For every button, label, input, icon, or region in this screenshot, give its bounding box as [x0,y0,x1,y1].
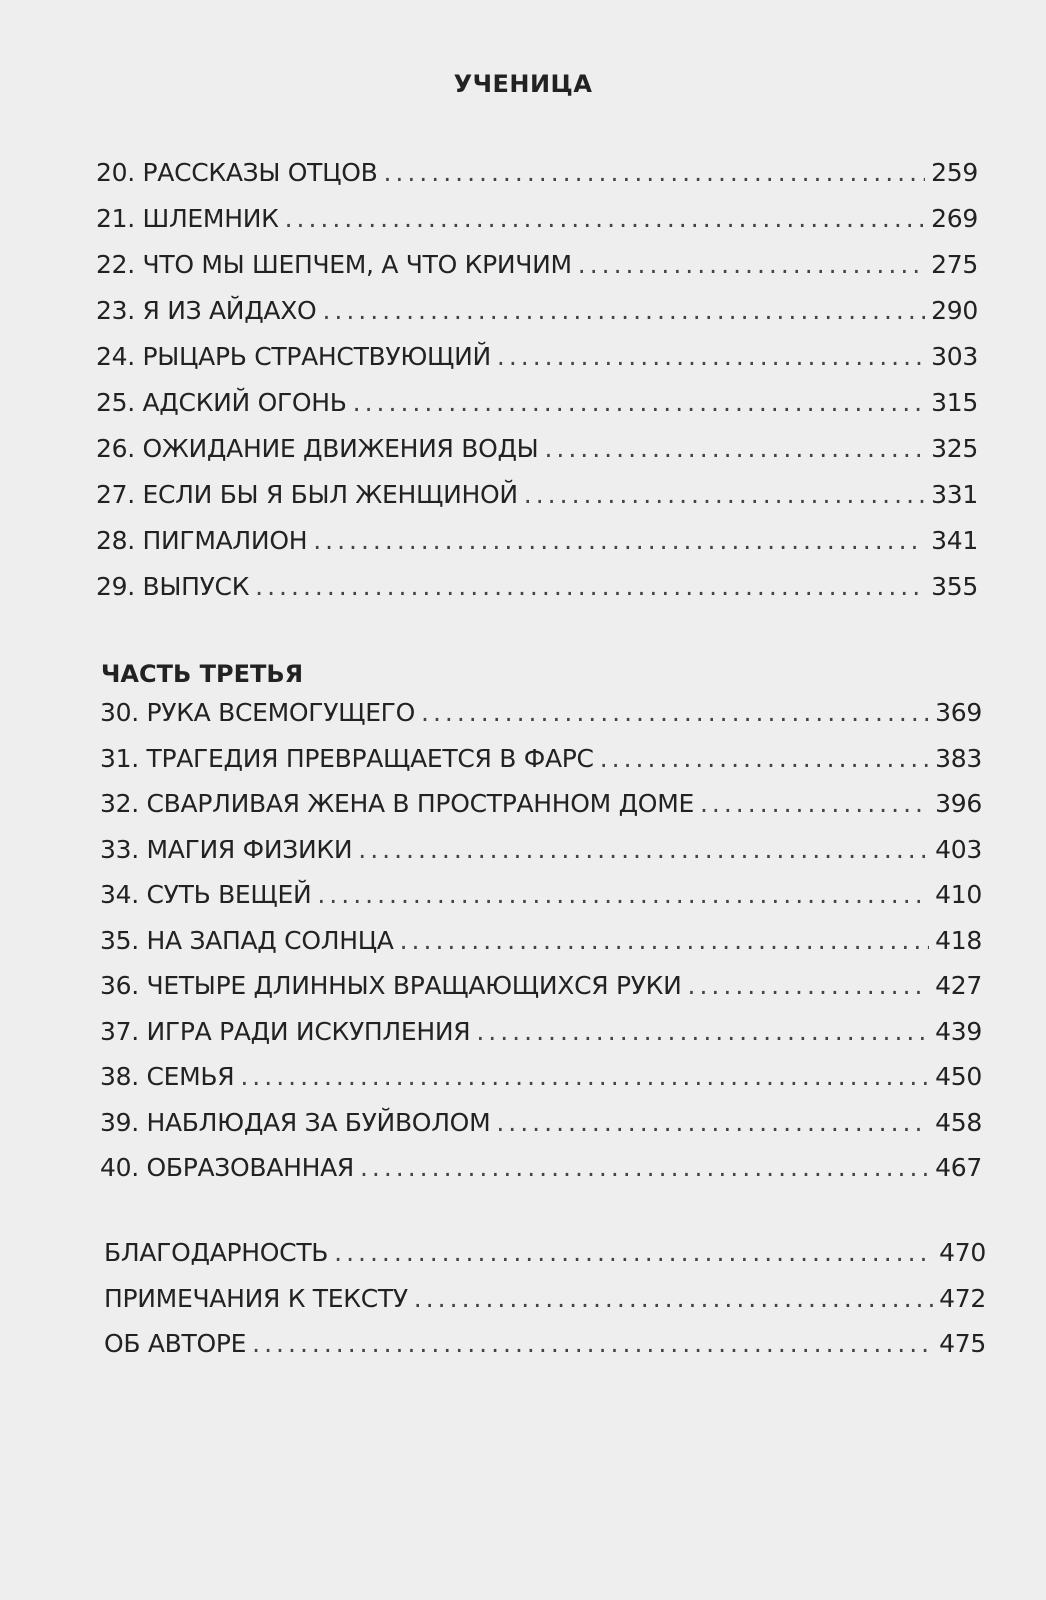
toc-entry-page-number: 450 [935,1062,982,1091]
toc-entry-title: ПРИМЕЧАНИЯ К ТЕКСТУ [104,1283,408,1313]
toc-entry-page-number: 403 [935,834,982,864]
dot-leader [334,1238,933,1267]
toc-entry [100,835,982,881]
dot-leader [285,204,926,233]
toc-entry [96,204,978,250]
dot-leader [360,1153,929,1182]
dot-leader [317,880,929,909]
dot-leader [497,342,925,371]
toc-list-backmatter [104,1238,986,1375]
toc-entry-title: 30. РУКА ВСЕМОГУЩЕГО [100,698,416,727]
toc-entry-page-number: 325 [931,434,978,463]
dot-leader [313,526,925,555]
toc-entry-title: 34. СУТЬ ВЕЩЕЙ [100,880,312,909]
toc-entry-title: 26. ОЖИДАНИЕ ДВИЖЕНИЯ ВОДЫ [96,434,539,463]
toc-entry-page-number: 369 [935,698,982,727]
toc-entry [96,434,978,480]
toc-entry-page-number: 303 [931,342,978,371]
dot-leader [414,1284,933,1313]
toc-entry-page-number: 341 [931,526,978,555]
toc-entry-page-number: 470 [939,1238,986,1267]
toc-entry-page-number: 410 [935,880,982,909]
toc-entry-page-number: 475 [939,1329,986,1358]
dot-leader [476,1017,929,1046]
toc-entry-page-number: 396 [935,789,982,818]
toc-entry-page-number: 458 [935,1107,982,1137]
dot-leader [353,388,926,417]
dot-leader [383,158,925,187]
toc-entry-title: БЛАГОДАРНОСТЬ [104,1238,329,1267]
toc-entry [100,789,982,835]
toc-entry [100,926,982,972]
dot-leader [400,926,930,955]
toc-list-part2 [96,158,978,618]
dot-leader [322,296,925,325]
toc-entry [96,572,978,618]
toc-entry-title: 37. ИГРА РАДИ ИСКУПЛЕНИЯ [100,1016,471,1046]
dot-leader [255,572,925,601]
dot-leader [496,1108,929,1137]
toc-entry-page-number: 315 [931,388,978,417]
toc-entry-title: 32. СВАРЛИВАЯ ЖЕНА В ПРОСТРАННОМ ДОМЕ [100,789,694,818]
toc-entry-page-number: 472 [939,1283,986,1313]
toc-entry-title: 20. РАССКАЗЫ ОТЦОВ [96,158,378,187]
toc-entry-title: 29. ВЫПУСК [96,572,250,601]
toc-entry-title: 39. НАБЛЮДАЯ ЗА БУЙВОЛОМ [100,1107,491,1137]
toc-entry-page-number: 383 [935,743,982,773]
dot-leader [688,971,930,1000]
toc-entry-page-number: 269 [931,204,978,233]
toc-entry-title: 22. ЧТО МЫ ШЕПЧЕМ, А ЧТО КРИЧИМ [96,250,572,279]
toc-entry-page-number: 259 [931,158,978,187]
dot-leader [524,480,925,509]
toc-entry [104,1329,986,1375]
toc-entry-title: 24. РЫЦАРЬ СТРАНСТВУЮЩИЙ [96,342,491,371]
dot-leader [700,789,929,818]
toc-entry-page-number: 355 [931,572,978,601]
dot-leader [578,250,925,279]
toc-entry [96,388,978,434]
toc-list-part3 [100,698,982,1199]
page-header: УЧЕНИЦА [453,70,593,98]
section-heading-part3: ЧАСТЬ ТРЕТЬЯ [101,660,304,688]
dot-leader [421,698,929,727]
toc-entry [100,698,982,744]
toc-entry [100,1017,982,1063]
toc-entry [96,526,978,572]
toc-entry [100,880,982,926]
toc-entry [104,1284,986,1330]
toc-entry-page-number: 418 [935,925,982,955]
toc-entry-title: 27. ЕСЛИ БЫ Я БЫЛ ЖЕНЩИНОЙ [96,480,518,509]
toc-entry-page-number: 290 [931,296,978,325]
toc-entry-title: 33. МАГИЯ ФИЗИКИ [100,834,353,864]
toc-entry [100,1062,982,1108]
toc-entry-title: ОБ АВТОРЕ [104,1329,247,1358]
dot-leader [252,1329,933,1358]
toc-entry [100,971,982,1017]
toc-entry-title: 36. ЧЕТЫРЕ ДЛИННЫХ ВРАЩАЮЩИХСЯ РУКИ [100,971,682,1000]
toc-entry-title: 40. ОБРАЗОВАННАЯ [100,1153,354,1182]
toc-entry [96,480,978,526]
toc-entry-page-number: 439 [935,1016,982,1046]
toc-entry [96,296,978,342]
toc-entry [100,1108,982,1154]
toc-entry [96,158,978,204]
dot-leader [600,744,929,773]
toc-entry [104,1238,986,1284]
toc-entry-title: 25. АДСКИЙ ОГОНЬ [96,388,347,417]
toc-entry-title: 28. ПИГМАЛИОН [96,526,308,555]
toc-entry [96,342,978,388]
toc-entry-page-number: 467 [935,1153,982,1182]
toc-entry-page-number: 427 [935,971,982,1000]
toc-entry-title: 21. ШЛЕМНИК [96,204,279,233]
toc-entry-title: 35. НА ЗАПАД СОЛНЦА [100,925,394,955]
toc-entry [100,1153,982,1199]
toc-entry-page-number: 275 [931,250,978,279]
toc-entry [96,250,978,296]
toc-entry [100,744,982,790]
dot-leader [358,835,929,864]
toc-entry-title: 23. Я ИЗ АЙДАХО [96,296,317,325]
toc-entry-title: 38. СЕМЬЯ [100,1062,235,1091]
dot-leader [240,1062,929,1091]
toc-entry-page-number: 331 [931,480,978,509]
toc-entry-title: 31. ТРАГЕДИЯ ПРЕВРАЩАЕТСЯ В ФАРС [100,743,594,773]
dot-leader [544,434,925,463]
